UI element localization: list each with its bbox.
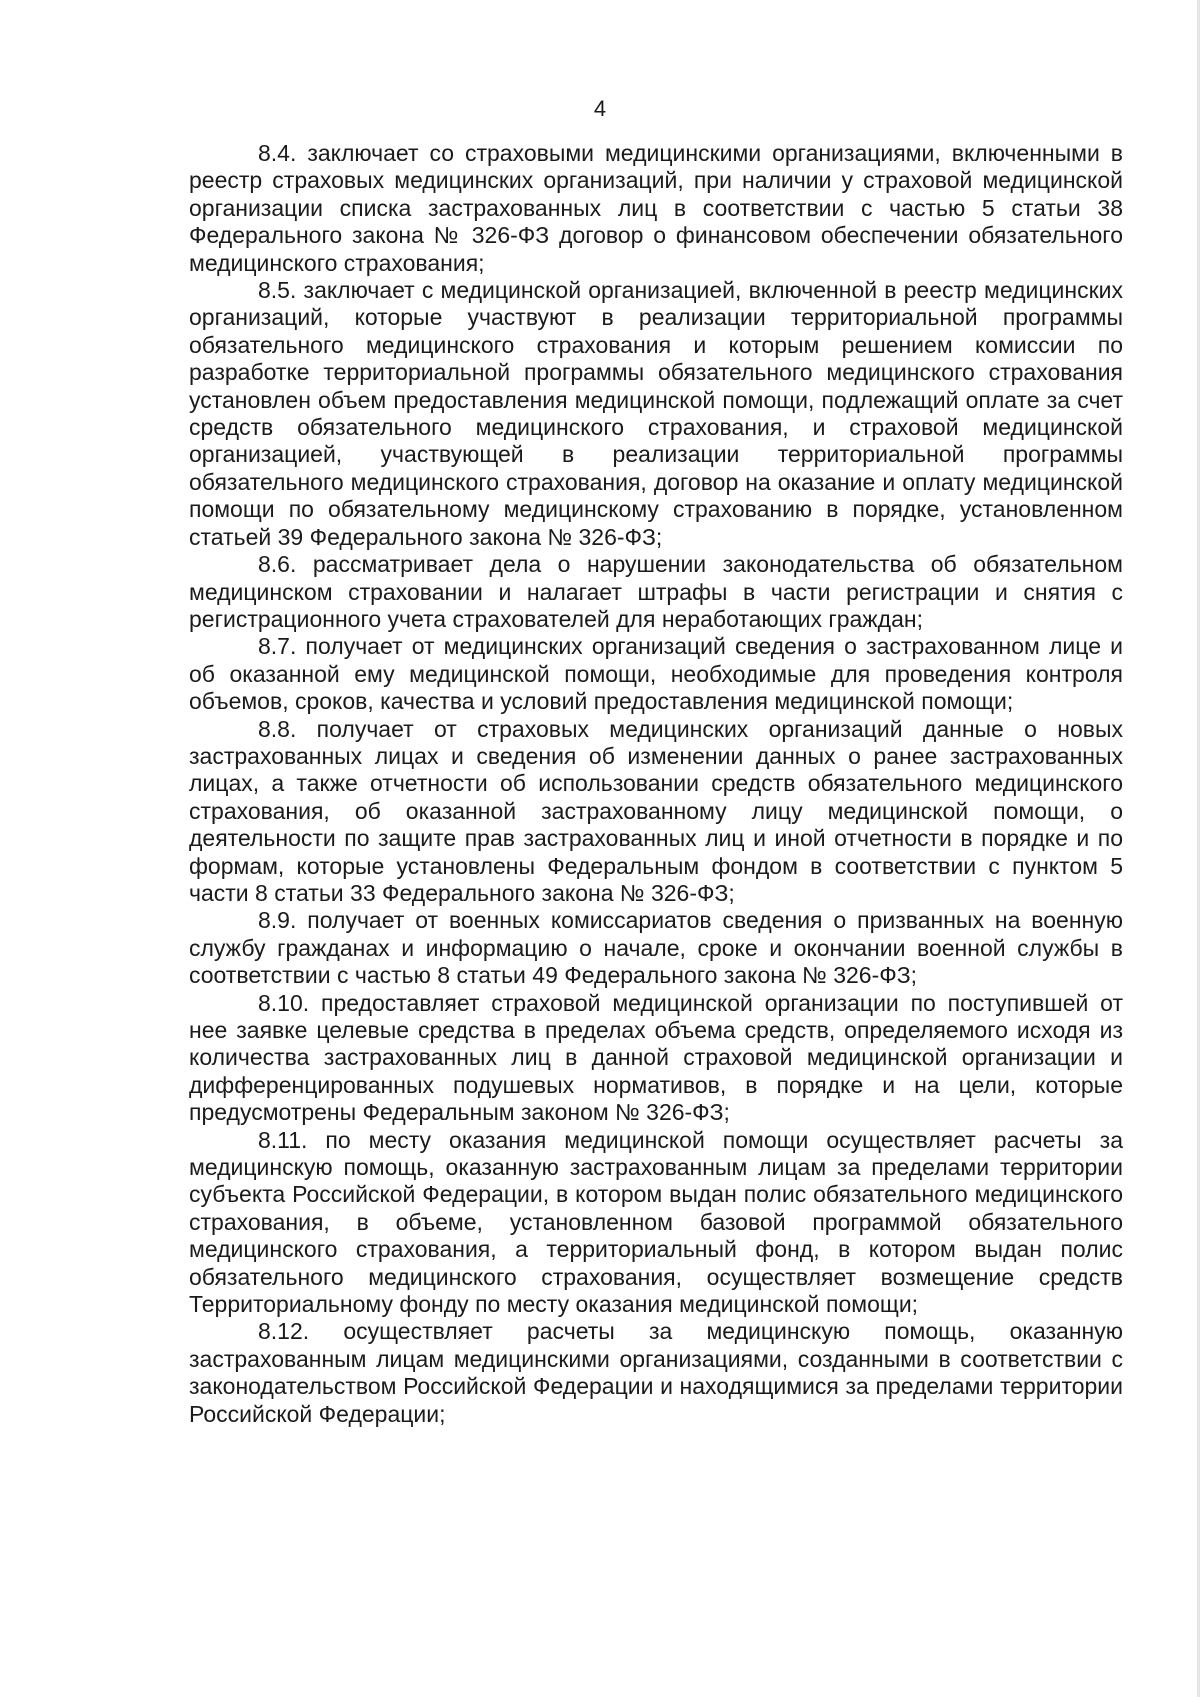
paragraph-8-4: 8.4. заключает со страховыми медицинскими организациями, включенными в реестр страховых медицинских организаций, при наличии у страховой медицинской организации списка застрахованных лиц в соответствии с частью 5 статьи 38 Федерального закона № 326-ФЗ договор о финансовом обеспечении обязательного медицинского страхования; bbox=[189, 140, 1123, 276]
paragraph-8-7: 8.7. получает от медицинских организаций сведения о застрахованном лице и об оказанной ему медицинской помощи, необходимые для проведения контроля объемов, сроков, качества и условий предоставления медицинской помощи; bbox=[189, 633, 1123, 715]
paragraph-8-10: 8.10. предоставляет страховой медицинской организации по поступившей от нее заявке целевые средства в пределах объема средств, определяемого исходя из количества застрахованных лиц в данной страховой медицинской организации и дифференцированных подушевых нормативов, в порядке и на цели, которые предусмотрены Федеральным законом № 326-ФЗ; bbox=[189, 989, 1123, 1126]
paragraph-8-5: 8.5. заключает с медицинской организацией, включенной в реестр медицинских организаций, которые участвуют в реализации территориальной программы обязательного медицинского страхования и которым решением комиссии по разработке территориальной программы обязательного медицинского страхования установлен объем предоставления медицинской помощи, подлежащий оплате за счет средств обязательного медицинского страхования, и страховой медицинской организацией, участвующей в реализации территориальной программы обязательного медицинского страхования, договор на оказание и оплату медицинской помощи по обязательному медицинскому страхованию в порядке, установленном статьей 39 Федерального закона № 326-ФЗ; bbox=[189, 277, 1123, 550]
page-number: 4 bbox=[593, 96, 607, 121]
paragraph-8-12: 8.12. осуществляет расчеты за медицинскую помощь, оказанную застрахованным лицам медицинскими организациями, созданными в соответствии с законодательством Российской Федерации и находящимися за пределами территории Российской Федерации; bbox=[189, 1318, 1123, 1427]
paragraph-8-9: 8.9. получает от военных комиссариатов сведения о призванных на военную службу гражданах и информацию о начале, сроке и окончании военной службы в соответствии с частью 8 статьи 49 Федерального закона № 326-ФЗ; bbox=[189, 907, 1123, 989]
paragraph-8-11: 8.11. по месту оказания медицинской помощи осуществляет расчеты за медицинскую помощь, оказанную застрахованным лицам за пределами территории субъекта Российской Федерации, в котором выдан полис обязательного медицинского страхования, в объеме, установленном базовой программой обязательного медицинского страхования, а территориальный фонд, в котором выдан полис обязательного медицинского страхования, осуществляет возмещение средств Территориальному фонду по месту оказания медицинской помощи; bbox=[189, 1126, 1123, 1318]
paragraph-8-6: 8.6. рассматривает дела о нарушении законодательства об обязательном медицинском страховании и налагает штрафы в части регистрации и снятия с регистрационного учета страхователей для неработающих граждан; bbox=[189, 551, 1123, 632]
paragraph-8-8: 8.8. получает от страховых медицинских организаций данные о новых застрахованных лицах и сведения об изменении данных о ранее застрахованных лицах, а также отчетности об использовании средств обязательного медицинского страхования, об оказанной застрахованному лицу медицинской помощи, о деятельности по защите прав застрахованных лиц и иной отчетности в порядке и по формам, которые установлены Федеральным фондом в соответствии с пунктом 5 части 8 статьи 33 Федерального закона № 326-ФЗ; bbox=[189, 715, 1123, 906]
document-body bbox=[189, 140, 1123, 1428]
